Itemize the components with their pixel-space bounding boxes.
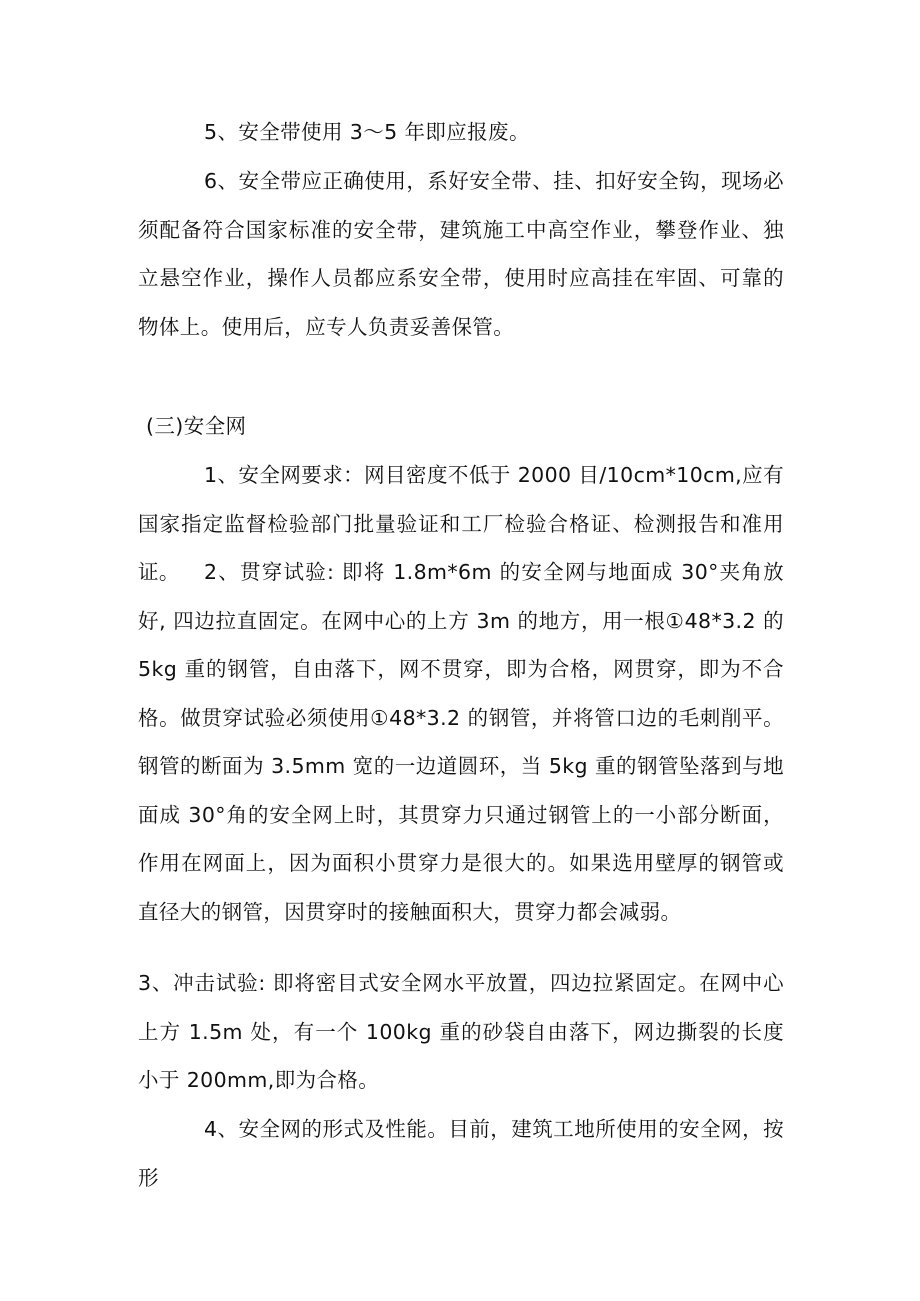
paragraph-net-types: 4、安全网的形式及性能。目前，建筑工地所使用的安全网，按形 bbox=[138, 1117, 784, 1190]
section-heading-safety-net: (三)安全网 bbox=[146, 414, 247, 438]
paragraph-harness-usage: 6、安全带应正确使用，系好安全带、挂、扣好安全钩，现场必须配备符合国家标准的安全带，建筑施工中高空作业，攀登作业、独立悬空作业，操作人员都应系安全带，使用时应高挂在牢固、可靠的物体上。使用后，应专人负责妥善保管。 bbox=[138, 169, 784, 339]
paragraph-harness-scrap: 5、安全带使用 3～5 年即应报废。 bbox=[204, 120, 530, 144]
paragraph-impact-test: 3、冲击试验: 即将密目式安全网水平放置，四边拉紧固定。在网中心上方 1.5m 处，有一个 100kg 重的砂袋自由落下，网边撕裂的长度小于 200mm,即为合格。 bbox=[138, 971, 784, 1092]
paragraph-net-requirements: 1、安全网要求：网目密度不低于 2000 目/10cm*10cm,应有国家指定监督检验部门批量验证和工厂检验合格证、检测报告和准用证。 bbox=[138, 463, 784, 584]
paragraph-penetration-test: 2、贯穿试验: 即将 1.8m*6m 的安全网与地面成 30°夹角放好, 四边拉直固定。在网中心的上方 3m 的地方，用一根①48*3.2 的 5kg 重的钢管，自由落下，网不贯穿，即为合格，网贯穿，即为不合格。做贯穿试验必须使用①48*3.2 的钢管，并将管口边的毛刺削平。钢管的断面为 3.5mm 宽的一边道圆环，当 5kg 重的钢管坠落到与地面成 30°角的安全网上时，其贯穿力只通过钢管上的一小部分断面，作用在网面上，因为面积小贯穿力是很大的。如果选用壁厚的钢管或直径大的钢管，因贯穿时的接触面积大，贯穿力都会减弱。 bbox=[138, 560, 784, 924]
